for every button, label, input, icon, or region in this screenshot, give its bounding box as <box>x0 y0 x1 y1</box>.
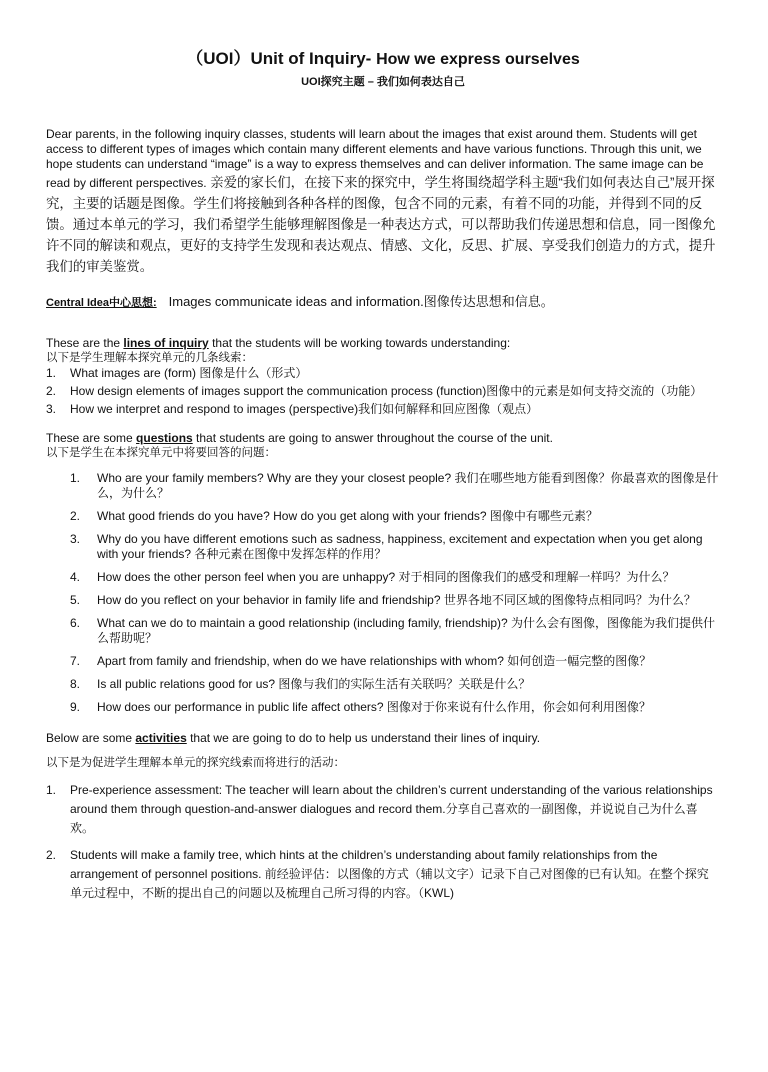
lines-intro <box>46 336 720 351</box>
questions-intro-term: questions <box>136 431 193 445</box>
central-idea-label: Central Idea中心思想: <box>46 297 157 309</box>
title-main: （UOI）Unit of Inquiry- <box>186 49 377 68</box>
item-text: Is all public relations good for us? 图像与我们的实际生活有关联吗？关联是什么？ <box>97 677 531 691</box>
list-item <box>46 654 720 669</box>
list-item <box>46 781 720 838</box>
list-item <box>46 509 720 524</box>
item-text: Why do you have different emotions such as sadness, happiness, excitement and expectation when you get along with your friends? 各种元素在图像中发挥怎样的作用？ <box>97 532 703 561</box>
list-item <box>46 402 720 417</box>
item-number: 1. <box>46 783 57 797</box>
lines-intro-pre: These are the <box>46 336 124 350</box>
activities-intro-post: that we are going to do to help us understand their lines of inquiry. <box>186 731 541 745</box>
questions-intro-post: that students are going to answer throughout the course of the unit. <box>192 431 553 445</box>
intro-chinese: 亲爱的家长们，在接下来的探究中，学生将围绕超学科主题“我们如何表达自己”展开探究，主要的话题是图像。学生们将接触到各种各样的图像，包含不同的元素，有着不同的功能，并得到不同的反馈。通过本单元的学习，我们希望学生能够理解图像是一种表达方式，可以帮助我们传递思想和信息，同一图像允许不同的解读和观点，更好的支持学生发现和表达观点、情感、文化，反思、扩展、享受我们创造力的方式，提升我们的审美鉴赏。 <box>46 175 716 274</box>
item-number: 3. <box>70 532 81 546</box>
page-title <box>46 48 720 71</box>
lines-intro-term: lines of inquiry <box>123 336 209 350</box>
list-item <box>46 384 720 399</box>
item-number: 2. <box>46 848 57 862</box>
activities-intro <box>46 731 720 746</box>
item-text: Who are your family members? Why are they your closest people? 我们在哪些地方能看到图像？你最喜欢的图像是什么，为什么？ <box>97 471 719 500</box>
item-text: What good friends do you have? How do you get along with your friends? 图像中有哪些元素？ <box>97 509 598 523</box>
questions-intro-pre: These are some <box>46 431 137 445</box>
title-tail: How we express ourselves <box>376 51 580 68</box>
activities-section <box>46 731 720 903</box>
item-number: 7. <box>70 654 81 668</box>
item-number: 8. <box>70 677 81 691</box>
list-item <box>46 532 720 562</box>
item-text: Pre-experience assessment: The teacher will learn about the children’s current understanding of the various relationships around them through question-and-answer dialogues and record them.分享自己喜欢的一副图像，并说说自己为什么喜欢。 <box>70 783 713 835</box>
item-number: 5. <box>70 593 81 607</box>
page-subtitle: UOI探究主题 – 我们如何表达自己 <box>301 76 465 88</box>
lines-of-inquiry-section <box>46 336 720 417</box>
item-text: What can we do to maintain a good relationship (including family, friendship)? 为什么会有图像，图像能为我们提供什么帮助呢？ <box>97 616 716 645</box>
item-number: 9. <box>70 700 81 714</box>
activities-intro-cn: 以下是为促进学生理解本单元的探究线索而将进行的活动： <box>46 757 345 769</box>
item-number: 2. <box>46 384 57 398</box>
item-text: How do you reflect on your behavior in family life and friendship? 世界各地不同区域的图像特点相同吗？为什么？ <box>97 593 696 607</box>
activities-list <box>46 781 720 903</box>
item-number: 1. <box>46 366 57 380</box>
list-item <box>46 471 720 501</box>
item-text: How does the other person feel when you are unhappy? 对于相同的图像我们的感受和理解一样吗？为什么？ <box>97 570 675 584</box>
item-text: What images are (form) 图像是什么（形式） <box>70 366 308 380</box>
list-item <box>46 593 720 608</box>
intro-paragraph <box>46 127 720 277</box>
central-idea-value: Images communicate ideas and information.图像传达思想和信息。 <box>168 294 554 309</box>
questions-list <box>46 471 720 715</box>
list-item <box>46 366 720 381</box>
lines-intro-cn: 以下是学生理解本探究单元的几条线索： <box>46 352 253 364</box>
list-item <box>46 677 720 692</box>
item-number: 6. <box>70 616 81 630</box>
intro-english: Dear parents, in the following inquiry classes, students will learn about the images that exist around them. Students will get access to different types of images which contain many different elements and have various functions. Through this unit, we hope students can understand “image” is a way to express themselves and can deliver information. The same image can be read by different perspectives. <box>46 127 704 190</box>
questions-intro <box>46 431 720 446</box>
item-text: How we interpret and respond to images (perspective)我们如何解释和回应图像（观点） <box>70 402 539 416</box>
item-number: 2. <box>70 509 81 523</box>
item-text: How design elements of images support the communication process (function)图像中的元素是如何支持交流的（功能） <box>70 384 703 398</box>
item-text: How does our performance in public life affect others? 图像对于你来说有什么作用，你会如何利用图像？ <box>97 700 651 714</box>
item-number: 1. <box>70 471 81 485</box>
list-item <box>46 616 720 646</box>
questions-intro-cn: 以下是学生在本探究单元中将要回答的问题： <box>46 447 276 459</box>
item-text: Apart from family and friendship, when do we have relationships with whom? 如何创造一幅完整的图像？ <box>97 654 652 668</box>
central-idea <box>46 293 720 312</box>
lines-list <box>46 366 720 417</box>
questions-section <box>46 431 720 715</box>
document-page <box>0 48 768 1072</box>
item-text: Students will make a family tree, which hints at the children’s understanding about family relationships from the arrangement of personnel positions. 前经验评估：以图像的方式（辅以文字）记录下自己对图像的已有认知。在整个探究单元过程中，不断的提出自己的问题以及梳理自己所习得的内容。（KWL) <box>70 848 709 900</box>
activities-intro-pre: Below are some <box>46 731 136 745</box>
list-item <box>46 700 720 715</box>
list-item <box>46 570 720 585</box>
list-item <box>46 846 720 903</box>
item-number: 4. <box>70 570 81 584</box>
lines-intro-post: that the students will be working towards understanding: <box>208 336 511 350</box>
item-number: 3. <box>46 402 57 416</box>
activities-intro-term: activities <box>135 731 187 745</box>
